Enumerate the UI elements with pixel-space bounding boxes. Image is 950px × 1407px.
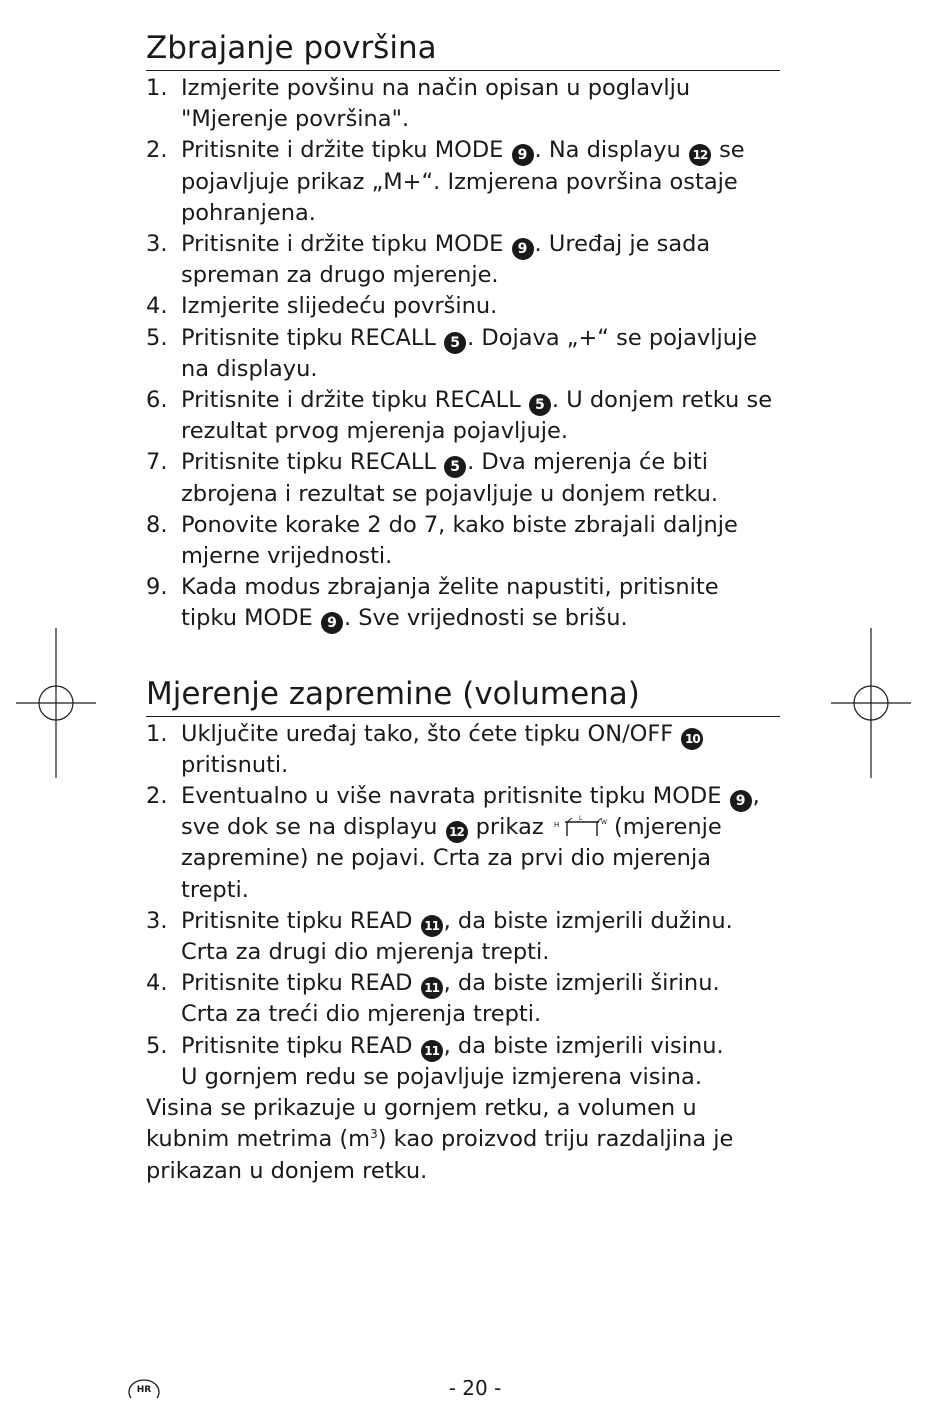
- registration-mark-right: [831, 628, 911, 778]
- list-item: [146, 719, 780, 781]
- step-text: , da biste izmjerili dužinu.: [443, 907, 733, 934]
- list-item: [146, 572, 780, 634]
- step-number: 6.: [146, 387, 168, 414]
- registration-mark-left: [16, 628, 96, 778]
- language-badge-text: HR: [136, 1385, 152, 1395]
- list-item: [146, 906, 780, 968]
- step-text: Izmjerite slijedeću površinu.: [181, 293, 498, 320]
- step-text: Eventualno u više navrata pritisnite tipku MODE: [181, 783, 729, 810]
- icon-label-w: W: [600, 819, 607, 827]
- step-number: 1.: [146, 720, 168, 747]
- step-text: Uključite uređaj tako, što ćete tipku ON/OFF: [181, 720, 681, 747]
- step-text-line2: U gornjem redu se pojavljuje izmjerena visina.: [181, 1063, 702, 1090]
- step-number: 4.: [146, 970, 168, 997]
- step-text: Pritisnite tipku READ: [181, 1032, 420, 1059]
- step-text: Pritisnite tipku READ: [181, 970, 420, 997]
- step-number: 5.: [146, 1032, 168, 1059]
- step-text: pritisnuti.: [181, 751, 289, 778]
- step-text: Kada modus zbrajanja želite napustiti, pritisnite tipku MODE: [181, 574, 719, 632]
- area-sum-steps: [146, 73, 780, 635]
- onoff-key-badge: 10: [681, 728, 703, 750]
- read-key-badge: 11: [421, 915, 443, 937]
- page-content: [146, 26, 780, 1187]
- mode-key-badge: 9: [730, 790, 752, 812]
- recall-key-badge: 5: [444, 332, 466, 354]
- display-badge: 12: [689, 144, 711, 166]
- list-item: [146, 968, 780, 1030]
- section-title-volume: Mjerenje zapremine (volumena): [146, 672, 780, 717]
- step-number: 8.: [146, 511, 168, 538]
- step-number: 5.: [146, 324, 168, 351]
- step-text: . Na displayu: [534, 137, 688, 164]
- step-number: 4.: [146, 293, 168, 320]
- volume-paragraph: Visina se prikazuje u gornjem retku, a volumen u kubnim metrima $(m^3)$ kao proizvod triju razdaljina je prikazan u donjem retku.: [146, 1095, 734, 1184]
- step-text: . Dva mjerenja će biti zbrojena i rezultat se pojavljuje u donjem retku.: [181, 449, 719, 507]
- list-item: [146, 73, 780, 135]
- step-text: . U donjem retku se rezultat prvog mjerenja pojavljuje.: [181, 387, 773, 445]
- icon-label-h: H: [553, 821, 560, 830]
- step-number: 9.: [146, 574, 168, 601]
- step-text: , da biste izmjerili visinu.: [443, 1032, 724, 1059]
- read-key-badge: 11: [421, 977, 443, 999]
- volume-steps: [146, 719, 780, 1093]
- step-text-line2: Crta za drugi dio mjerenja trepti.: [181, 939, 550, 966]
- mode-key-badge: 9: [512, 144, 534, 166]
- list-item: [146, 135, 780, 229]
- list-item: [146, 291, 780, 322]
- step-number: 7.: [146, 449, 168, 476]
- recall-key-badge: 5: [529, 394, 551, 416]
- list-item: [146, 385, 780, 447]
- list-item: [146, 1031, 780, 1093]
- recall-key-badge: 5: [444, 456, 466, 478]
- mode-key-badge: 9: [321, 612, 343, 634]
- step-text: , da biste izmjerili širinu.: [443, 970, 720, 997]
- step-number: 3.: [146, 907, 168, 934]
- step-text: Pritisnite i držite tipku MODE: [181, 231, 511, 258]
- volume-mode-icon: [551, 815, 607, 837]
- icon-label-l: L: [578, 815, 583, 823]
- step-text: Izmjerite povšinu na način opisan u poglavlju "Mjerenje površina".: [181, 75, 691, 133]
- read-key-badge: 11: [421, 1040, 443, 1062]
- step-text: . Uređaj je sada spreman za drugo mjerenje.: [181, 231, 711, 289]
- step-text: Pritisnite i držite tipku RECALL: [181, 387, 528, 414]
- step-text: (mjerenje zapremine) ne pojavi. Crta za prvi dio mjerenja trepti.: [181, 814, 722, 903]
- list-item: [146, 510, 780, 572]
- step-text: . Dojava „+“ se pojavljuje na displayu.: [181, 324, 758, 382]
- list-item: [146, 229, 780, 291]
- step-number: 2.: [146, 137, 168, 164]
- step-number: 3.: [146, 231, 168, 258]
- step-number: 2.: [146, 783, 168, 810]
- step-text: Pritisnite tipku RECALL: [181, 449, 444, 476]
- list-item: [146, 323, 780, 385]
- list-item: [146, 781, 780, 906]
- step-text: Pritisnite i držite tipku MODE: [181, 137, 511, 164]
- display-badge: 12: [446, 821, 468, 843]
- section-title-area-sum: Zbrajanje površina: [146, 26, 780, 71]
- mode-key-badge: 9: [512, 238, 534, 260]
- superscript-3: 3: [370, 1127, 378, 1142]
- step-text: Pritisnite tipku READ: [181, 907, 420, 934]
- step-text: prikaz: [468, 814, 551, 841]
- list-item: [146, 447, 780, 509]
- step-text: se pojavljuje prikaz „M+“. Izmjerena površina ostaje pohranjena.: [181, 137, 745, 226]
- step-text: . Sve vrijednosti se brišu.: [343, 605, 628, 632]
- step-text-line2: Crta za treći dio mjerenja trepti.: [181, 1001, 542, 1028]
- step-text: , sve dok se na displayu: [181, 783, 760, 841]
- step-text: Pritisnite tipku RECALL: [181, 324, 444, 351]
- page-number: - 20 -: [448, 1376, 502, 1400]
- step-number: 1.: [146, 75, 168, 101]
- step-text: Ponovite korake 2 do 7, kako biste zbrajali daljnje mjerne vrijednosti.: [181, 511, 738, 570]
